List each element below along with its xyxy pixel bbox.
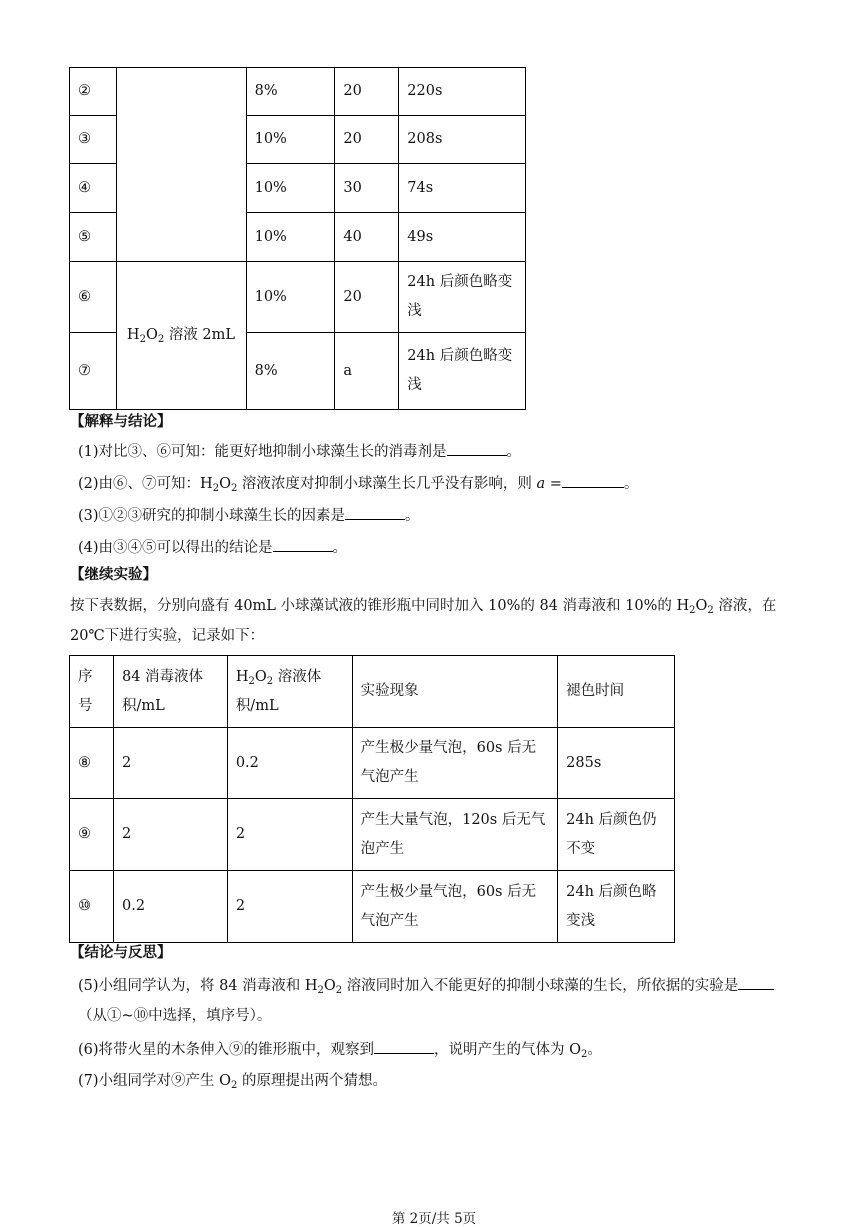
- table-row: [70, 871, 675, 943]
- header-cell: $H_2O_2$ 溶液体积/mL: [227, 656, 352, 728]
- table-row: [70, 728, 675, 799]
- concentration-cell: 10%: [246, 116, 335, 164]
- concentration-cell: 10%: [246, 262, 335, 333]
- phenomenon-cell: 产生极少量气泡，60s 后无气泡产生: [352, 871, 558, 943]
- row-number: ⑧: [70, 728, 114, 799]
- question-5: (5)小组同学认为，将 84 消毒液和 $H_2O_2$ 溶液同时加入不能更好的抑制小球藻的生长，所依据的实验是: [78, 975, 774, 996]
- answer-blank[interactable]: [345, 505, 405, 520]
- header-cell: 褪色时间: [558, 656, 675, 728]
- fade-time-cell: 24h 后颜色略变浅: [558, 871, 675, 943]
- volume-h2o2-cell: 2: [227, 799, 352, 871]
- volume-h2o2-cell: 2: [227, 871, 352, 943]
- header-cell: 实验现象: [352, 656, 558, 728]
- concentration-cell: 10%: [246, 213, 335, 262]
- phenomenon-cell: 产生大量气泡，120s 后无气泡产生: [352, 799, 558, 871]
- phenomenon-cell: 产生极少量气泡，60s 后无气泡产生: [352, 728, 558, 799]
- row-number: ⑨: [70, 799, 114, 871]
- concentration-cell: 8%: [246, 68, 335, 116]
- answer-blank[interactable]: [447, 441, 507, 456]
- question-2: (2)由⑥、⑦可知：$H_2O_2$ 溶液浓度对抑制小球藻生长几乎没有影响，则 a = 。: [78, 473, 638, 494]
- result-cell: 74s: [399, 164, 526, 213]
- result-cell: 24h 后颜色略变浅: [399, 262, 526, 333]
- question-1: (1)对比③、⑥可知：能更好地抑制小球藻生长的消毒剂是 。: [78, 441, 521, 462]
- header-cell: 序号: [70, 656, 114, 728]
- temperature-cell: a: [335, 333, 399, 410]
- temperature-cell: 20: [335, 262, 399, 333]
- temperature-cell: 30: [335, 164, 399, 213]
- answer-blank[interactable]: [738, 975, 774, 990]
- paragraph: 按下表数据，分别向盛有 40mL 小球藻试液的锥形瓶中同时加入 10%的 84 消毒液和 10%的 $H_2O_2$ 溶液，在: [70, 598, 777, 616]
- row-number: ③: [70, 116, 117, 164]
- result-cell: 220s: [399, 68, 526, 116]
- table-row: [70, 262, 526, 333]
- result-cell: 24h 后颜色略变浅: [399, 333, 526, 410]
- volume-84-cell: 0.2: [113, 871, 227, 943]
- temperature-cell: 20: [335, 116, 399, 164]
- question-4: (4)由③④⑤可以得出的结论是 。: [78, 537, 347, 558]
- row-number: ⑥: [70, 262, 117, 333]
- table-row: [70, 68, 526, 116]
- paragraph: 20℃下进行实验，记录如下：: [70, 628, 265, 644]
- row-number: ④: [70, 164, 117, 213]
- section-heading: 【继续实验】: [70, 566, 157, 583]
- header-cell: 84 消毒液体积/mL: [113, 656, 227, 728]
- answer-blank[interactable]: [562, 473, 624, 488]
- reagent-cell-empty: [116, 68, 246, 262]
- section-heading: 【结论与反思】: [70, 944, 172, 961]
- row-number: ⑦: [70, 333, 117, 410]
- question-6: (6)将带火星的木条伸入⑨的锥形瓶中，观察到 ，说明产生的气体为 $O_2$。: [78, 1039, 602, 1060]
- table-header-row: [70, 656, 675, 728]
- temperature-cell: 20: [335, 68, 399, 116]
- concentration-cell: 10%: [246, 164, 335, 213]
- page-footer: 第 2页/共 5页: [391, 1211, 477, 1227]
- fade-time-cell: 285s: [558, 728, 675, 799]
- answer-blank[interactable]: [273, 537, 333, 552]
- result-cell: 49s: [399, 213, 526, 262]
- fade-time-cell: 24h 后颜色仍不变: [558, 799, 675, 871]
- temperature-cell: 40: [335, 213, 399, 262]
- result-cell: 208s: [399, 116, 526, 164]
- experiment-table-1: [69, 67, 526, 410]
- experiment-table-2: [69, 655, 675, 943]
- reagent-cell: $H_2O_2$ 溶液 2mL: [116, 262, 246, 410]
- question-5-note: （从①~⑩中选择，填序号）。: [78, 1008, 272, 1024]
- question-7: (7)小组同学对⑨产生 $O_2$ 的原理提出两个猜想。: [78, 1073, 388, 1091]
- table-row: [70, 799, 675, 871]
- row-number: ⑤: [70, 213, 117, 262]
- volume-h2o2-cell: 0.2: [227, 728, 352, 799]
- question-3: (3)①②③研究的抑制小球藻生长的因素是 。: [78, 505, 420, 526]
- concentration-cell: 8%: [246, 333, 335, 410]
- section-heading: 【解释与结论】: [70, 413, 172, 430]
- volume-84-cell: 2: [113, 799, 227, 871]
- row-number: ②: [70, 68, 117, 116]
- volume-84-cell: 2: [113, 728, 227, 799]
- answer-blank[interactable]: [374, 1039, 434, 1054]
- row-number: ⑩: [70, 871, 114, 943]
